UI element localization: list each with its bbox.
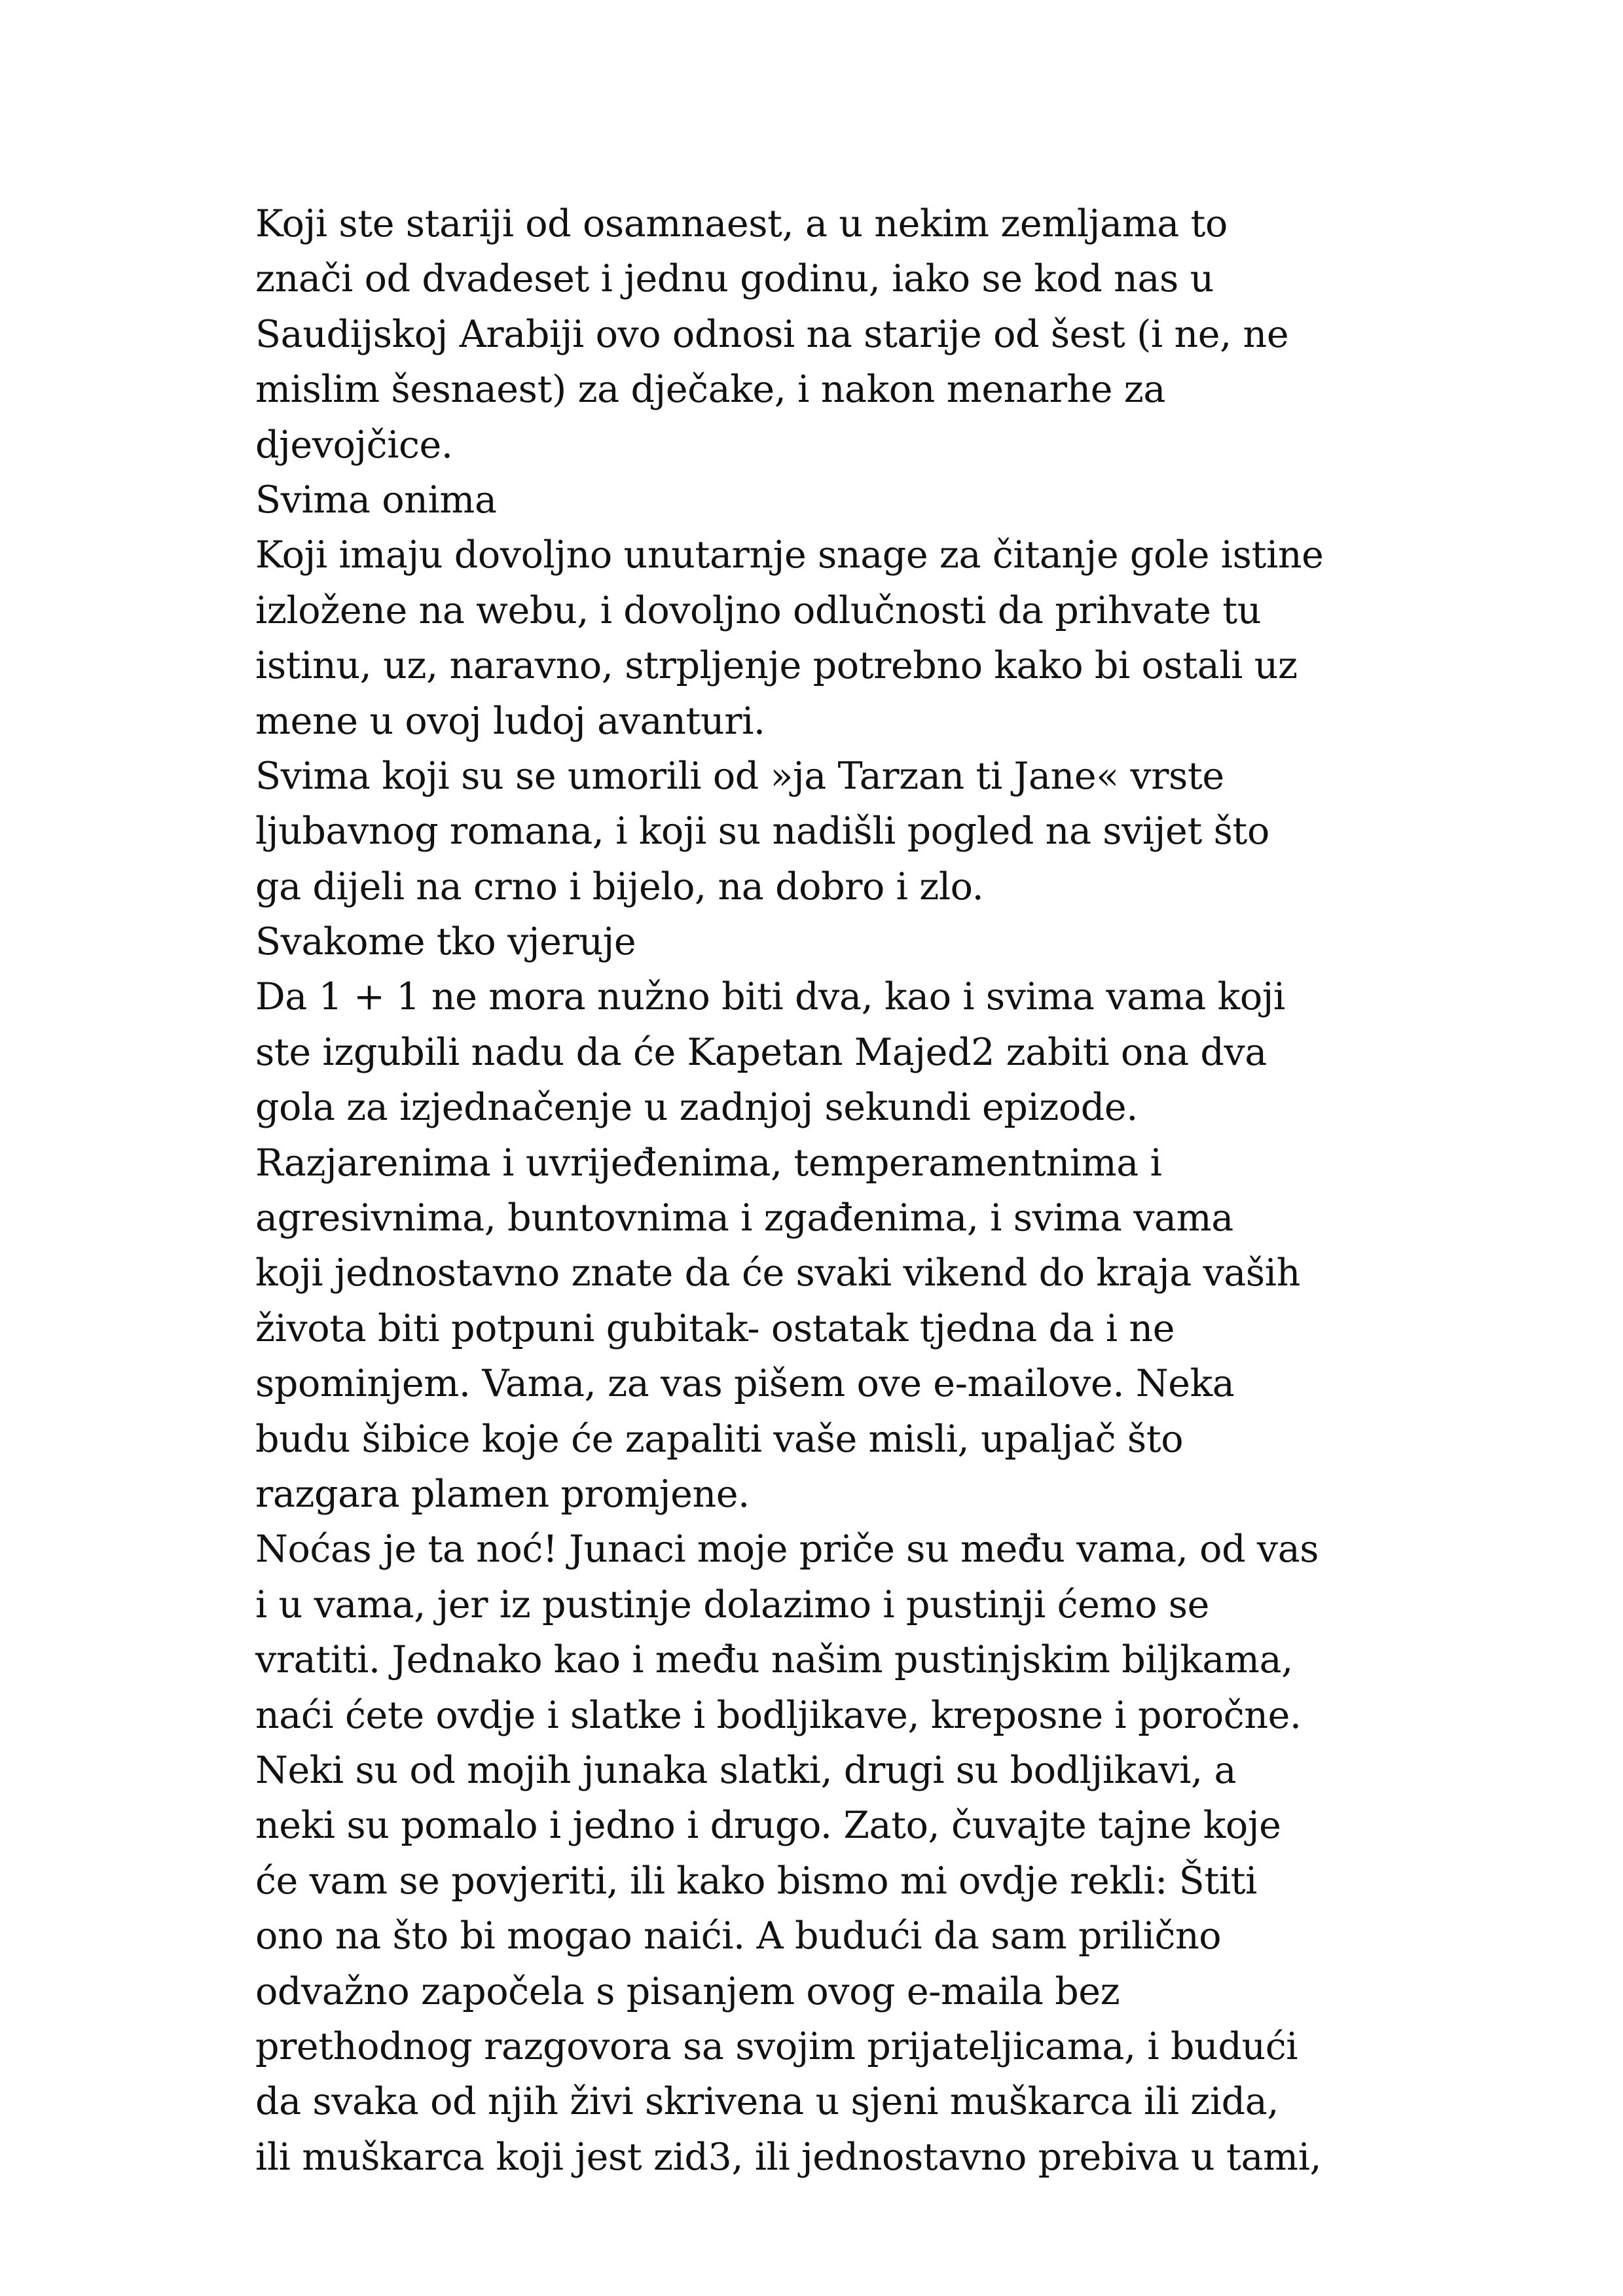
text-line: ljubavnog romana, i koji su nadišli pogled na svijet što [255,810,1269,853]
text-line: izložene na webu, i dovoljno odlučnosti da prihvate tu [255,588,1262,632]
text-line: Razjarenima i uvrijeđenima, temperamentnima i [255,1141,1162,1185]
text-line: Svima koji su se umorili od »ja Tarzan ti Jane« vrste [255,754,1224,798]
text-line: neki su pomalo i jedno i drugo. Zato, čuvajte tajne koje [255,1804,1281,1848]
text-line: Svakome tko vjeruje [255,920,636,964]
text-line: Da 1 + 1 ne mora nužno biti dva, kao i svima vama koji [255,975,1285,1019]
text-line: razgara plamen promjene. [255,1472,750,1516]
text-line: ili muškarca koji jest zid3, ili jednostavno prebiva u tami, [255,2135,1322,2179]
text-line: će vam se povjeriti, ili kako bismo mi ovdje rekli: Štiti [255,1859,1258,1903]
text-line: Svima onima [255,478,497,522]
text-line: da svaka od njih živi skrivena u sjeni muškarca ili zida, [255,2080,1279,2124]
text-line: Saudijskoj Arabiji ovo odnosi na starije od šest (i ne, ne [255,312,1289,356]
text-line: ste izgubili nadu da će Kapetan Majed2 zabiti ona dva [255,1030,1267,1074]
text-line: prethodnog razgovora sa svojim prijateljicama, i budući [255,2024,1298,2068]
text-line: vratiti. Jednako kao i među našim pustinjskim biljkama, [255,1638,1293,1682]
text-line: mislim šesnaest) za dječake, i nakon menarhe za [255,368,1166,412]
body-text [255,196,1395,2185]
text-line: mene u ovoj ludoj avanturi. [255,699,765,743]
text-line: života biti potpuni gubitak- ostatak tjedna da i ne [255,1306,1175,1350]
text-line: budu šibice koje će zapaliti vaše misli, upaljač što [255,1417,1184,1461]
text-line: djevojčice. [255,423,453,467]
text-line: ga dijeli na crno i bijelo, na dobro i zlo. [255,865,984,908]
text-line: i u vama, jer iz pustinje dolazimo i pustinji ćemo se [255,1583,1209,1626]
text-line: naći ćete ovdje i slatke i bodljikave, kreposne i poročne. [255,1693,1302,1737]
text-line: agresivnima, buntovnima i zgađenima, i svima vama [255,1196,1233,1240]
text-line: Koji ste stariji od osamnaest, a u nekim zemljama to [255,202,1228,245]
text-line: znači od dvadeset i jednu godinu, iako se kod nas u [255,257,1214,301]
text-line: koji jednostavno znate da će svaki vikend do kraja vaših [255,1251,1300,1295]
text-line: Koji imaju dovoljno unutarnje snage za čitanje gole istine [255,533,1324,577]
text-line: gola za izjednačenje u zadnjoj sekundi epizode. [255,1086,1138,1130]
text-line: Neki su od mojih junaka slatki, drugi su bodljikavi, a [255,1748,1237,1792]
text-line: istinu, uz, naravno, strpljenje potrebno kako bi ostali uz [255,644,1298,688]
text-line: ono na što bi mogao naići. A budući da sam prilično [255,1914,1222,1958]
text-line: spominjem. Vama, za vas pišem ove e-mailove. Neka [255,1362,1235,1406]
text-line: Noćas je ta noć! Junaci moje priče su među vama, od vas [255,1528,1319,1571]
text-line: odvažno započela s pisanjem ovog e-maila bez [255,1969,1120,2013]
